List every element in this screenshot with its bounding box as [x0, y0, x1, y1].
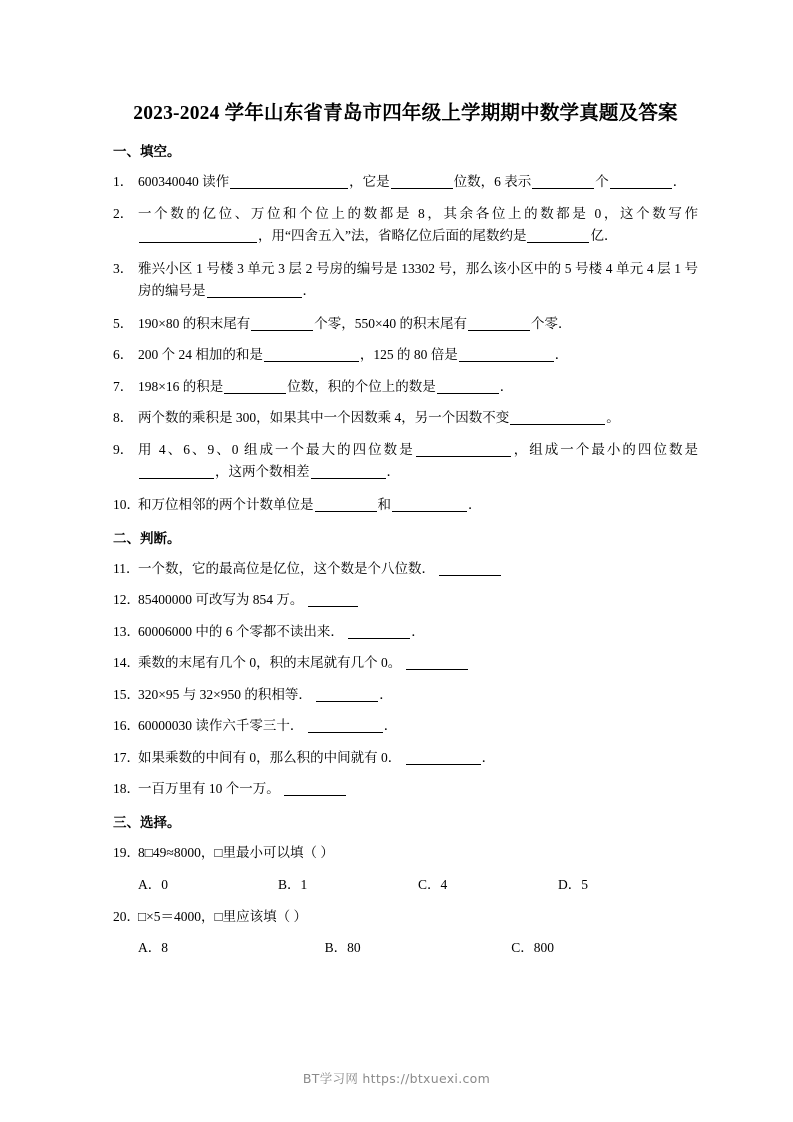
- question-20: [113, 906, 698, 928]
- question-text: 。: [606, 410, 620, 425]
- question-text: 60000030 读作六千零三十．: [138, 718, 304, 733]
- answer-blank[interactable]: [251, 316, 313, 331]
- question-text: 8□49≈8000，□里最小可以填（ ）: [138, 845, 334, 860]
- question-number: 18．: [113, 781, 140, 796]
- question-12: [113, 589, 698, 611]
- question-text: 乘数的末尾有几个 0，积的末尾就有几个 0。: [138, 655, 402, 670]
- question-text: ．: [302, 282, 316, 298]
- option-a[interactable]: A．0: [138, 876, 168, 892]
- question-text: 位数，6 表示: [453, 174, 532, 189]
- answer-blank[interactable]: [139, 228, 257, 243]
- answer-blank[interactable]: [416, 442, 511, 457]
- question-3: [113, 258, 698, 302]
- question-text: ，组成一个最小的四位数是: [511, 441, 698, 457]
- answer-blank[interactable]: [207, 283, 302, 298]
- answer-blank[interactable]: [315, 497, 377, 512]
- option-a[interactable]: A．8: [138, 940, 168, 955]
- option-c[interactable]: C．4: [418, 876, 448, 892]
- answer-blank[interactable]: [308, 718, 383, 733]
- question-18: [113, 778, 698, 800]
- question-text: ．: [411, 623, 425, 639]
- question-number: 16．: [113, 718, 140, 733]
- section-heading-judgement: 二、判断。: [113, 530, 181, 546]
- question-text: 198×16 的积是: [138, 378, 224, 394]
- answer-blank[interactable]: [311, 464, 386, 479]
- question-9: [113, 439, 698, 483]
- question-text: 亿．: [590, 227, 618, 243]
- question-text: ，125 的 80 倍是: [359, 347, 458, 362]
- question-text: 位数，积的个位上的数是: [287, 378, 436, 394]
- question-text: 用 4、6、9、0 组成一个最大的四位数是: [138, 441, 415, 457]
- question-19: [113, 842, 698, 864]
- question-text: ，它是: [349, 174, 390, 189]
- question-text: 600340040 读作: [138, 174, 230, 189]
- answer-blank[interactable]: [230, 174, 348, 189]
- answer-blank[interactable]: [468, 316, 530, 331]
- question-number: 6．: [113, 347, 134, 362]
- question-number: 15．: [113, 686, 140, 702]
- question-text: 个零，550×40 的积末尾有: [314, 315, 467, 331]
- question-text: 个: [595, 174, 609, 189]
- question-number: 14．: [113, 655, 140, 670]
- answer-blank[interactable]: [527, 228, 589, 243]
- question-text: □×5＝4000，□里应该填（ ）: [138, 908, 308, 924]
- question-number: 11．: [113, 560, 140, 576]
- question-text: 两个数的乘积是 300，如果其中一个因数乘 4，另一个因数不变: [138, 410, 510, 425]
- question-text: 和万位相邻的两个计数单位是: [138, 496, 314, 512]
- option-c[interactable]: C．800: [511, 940, 555, 955]
- question-text: 和: [377, 496, 391, 512]
- option-b[interactable]: B．80: [324, 940, 361, 955]
- question-number: 13．: [113, 623, 140, 639]
- footer-watermark: BT学习网 https://btxuexi.com: [302, 1071, 491, 1086]
- question-13: [113, 621, 698, 643]
- question-number: 17．: [113, 749, 140, 765]
- answer-blank[interactable]: [437, 379, 499, 394]
- question-text: ．: [499, 378, 514, 394]
- answer-blank[interactable]: [406, 750, 481, 765]
- question-text: ．: [468, 496, 482, 512]
- question-text: ，这两个数相差: [215, 463, 310, 479]
- question-text: ．: [386, 463, 400, 479]
- section-heading-fill-in: 一、填空。: [113, 144, 181, 159]
- answer-blank[interactable]: [284, 781, 346, 796]
- question-16: [113, 715, 698, 737]
- question-number: 1．: [113, 174, 134, 189]
- option-d[interactable]: D．5: [558, 876, 588, 892]
- answer-blank[interactable]: [510, 410, 605, 425]
- question-17: [113, 747, 698, 769]
- question-5: [113, 313, 698, 335]
- question-1: [113, 171, 698, 193]
- question-text: 个零．: [531, 315, 572, 331]
- question-number: 9．: [113, 441, 134, 457]
- question-number: 19．: [113, 845, 140, 860]
- question-7: [113, 376, 698, 398]
- question-number: 10．: [113, 496, 140, 512]
- question-text: 雅兴小区 1 号楼 3 单元 3 层 2 号房的编号是 13302 号，那么该小区中的 5 号楼 4 单元 4 层 1 号房的编号是: [138, 260, 698, 298]
- answer-blank[interactable]: [391, 174, 453, 189]
- question-number: 12．: [113, 592, 140, 607]
- question-20-options: [113, 937, 698, 959]
- question-number: 5．: [113, 315, 134, 331]
- answer-blank[interactable]: [348, 624, 410, 639]
- answer-blank[interactable]: [139, 464, 214, 479]
- answer-blank[interactable]: [264, 347, 359, 362]
- question-10: [113, 494, 698, 516]
- question-6: [113, 344, 698, 366]
- question-number: 8．: [113, 410, 134, 425]
- question-text: 如果乘数的中间有 0，那么积的中间就有 0．: [138, 749, 402, 765]
- section-heading-choice: 三、选择。: [113, 815, 181, 830]
- question-11: [113, 558, 698, 580]
- question-2: [113, 203, 698, 247]
- answer-blank[interactable]: [406, 655, 468, 670]
- question-text: 85400000 可改写为 854 万。: [138, 592, 304, 607]
- question-text: 一百万里有 10 个一万。: [138, 781, 280, 796]
- question-text: ．: [379, 686, 393, 702]
- question-14: [113, 652, 698, 674]
- answer-blank[interactable]: [459, 347, 554, 362]
- question-number: 7．: [113, 378, 134, 394]
- page-title: 2023-2024 学年山东省青岛市四年级上学期期中数学真题及答案: [133, 103, 678, 124]
- question-text: ，用“四舍五入”法，省略亿位后面的尾数约是: [258, 227, 527, 243]
- answer-blank[interactable]: [439, 561, 501, 576]
- answer-blank[interactable]: [532, 174, 594, 189]
- question-text: 一个数的亿位、万位和个位上的数都是 8，其余各位上的数都是 0，这个数写作: [138, 205, 698, 221]
- question-text: 320×95 与 32×950 的积相等．: [138, 686, 312, 702]
- answer-blank[interactable]: [392, 497, 467, 512]
- question-text: ．: [383, 718, 398, 733]
- question-8: [113, 407, 698, 429]
- answer-blank[interactable]: [308, 592, 358, 607]
- question-text: 200 个 24 相加的和是: [138, 347, 263, 362]
- question-19-options: [113, 874, 698, 896]
- answer-blank[interactable]: [610, 174, 672, 189]
- question-number: 3．: [113, 260, 134, 276]
- question-text: ．: [672, 174, 687, 189]
- question-number: 2．: [113, 205, 134, 221]
- question-text: ．: [481, 749, 496, 765]
- question-text: 60006000 中的 6 个零都不读出来．: [138, 623, 344, 639]
- answer-blank[interactable]: [316, 687, 378, 702]
- question-text: 190×80 的积末尾有: [138, 315, 251, 331]
- option-b[interactable]: B．1: [278, 876, 308, 892]
- answer-blank[interactable]: [224, 379, 286, 394]
- question-number: 20．: [113, 908, 140, 924]
- question-text: 一个数，它的最高位是亿位，这个数是个八位数．: [138, 560, 435, 576]
- question-15: [113, 684, 698, 706]
- question-text: ．: [554, 347, 569, 362]
